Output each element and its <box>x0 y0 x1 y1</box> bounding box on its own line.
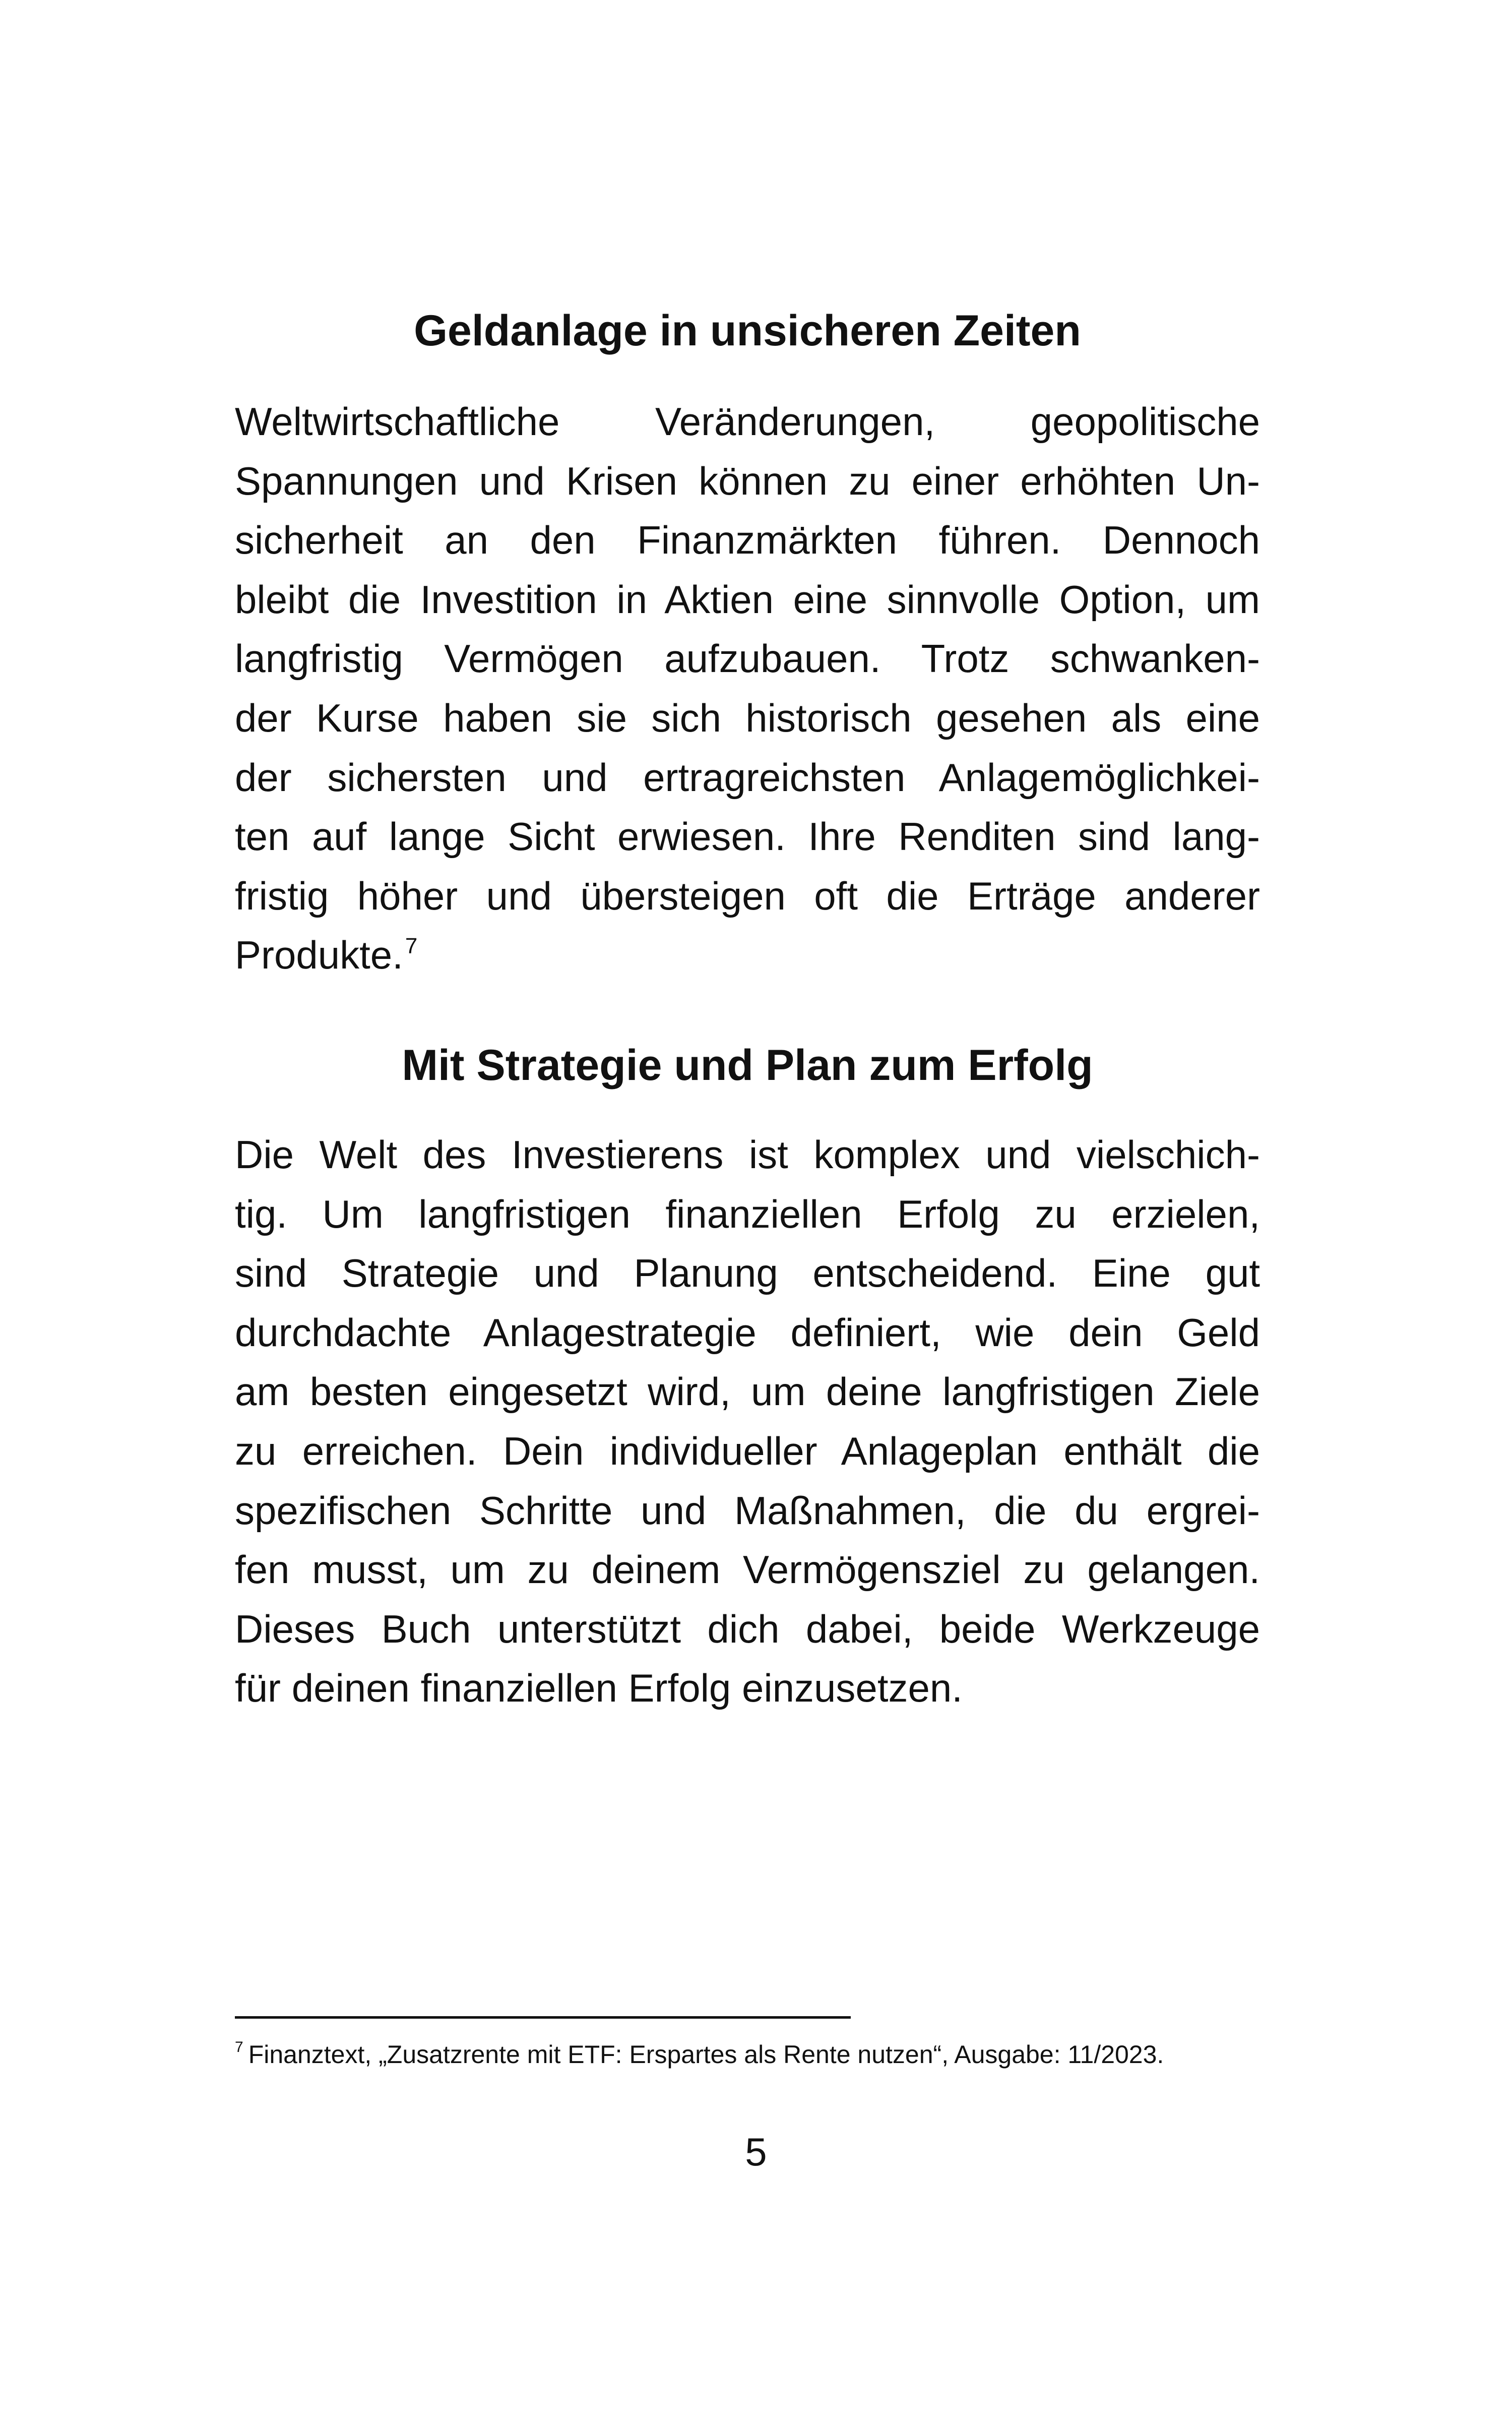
text-line: am besten eingesetzt wird, um deine langfristigen Ziele <box>235 1369 1260 1414</box>
section-heading-strategie: Mit Strategie und Plan zum Erfolg <box>402 1041 1093 1090</box>
text-line: durchdachte Anlagestrategie definiert, wie dein Geld <box>235 1310 1260 1355</box>
text-line: sicherheit an den Finanzmärkten führen. Dennoch <box>235 518 1260 563</box>
paragraph-strategie <box>235 1125 1260 1718</box>
text-line: der Kurse haben sie sich historisch gesehen als eine <box>235 695 1260 740</box>
text-line: fristig höher und übersteigen oft die Erträge anderer <box>235 873 1260 918</box>
text-line: ten auf lange Sicht erwiesen. Ihre Renditen sind lang- <box>235 814 1260 859</box>
footnote-marker: 7 <box>235 2039 243 2055</box>
paragraph-geldanlage <box>235 392 1260 985</box>
footnote <box>235 2039 1260 2070</box>
footnote-divider <box>235 2016 851 2019</box>
text-line: der sichersten und ertragreichsten Anlagemöglichkei- <box>235 755 1260 800</box>
text-line: fen musst, um zu deinem Vermögensziel zu gelangen. <box>235 1547 1260 1592</box>
text-line: zu erreichen. Dein individueller Anlageplan enthält die <box>235 1428 1260 1473</box>
text-line-last: für deinen finanziellen Erfolg einzusetzen. <box>235 1666 963 1711</box>
section-heading-geldanlage: Geldanlage in unsicheren Zeiten <box>414 307 1081 355</box>
text-line: tig. Um langfristigen finanziellen Erfolg zu erzielen, <box>235 1191 1260 1236</box>
text-line: bleibt die Investition in Aktien eine sinnvolle Option, um <box>235 577 1260 622</box>
text-line: sind Strategie und Planung entscheidend. Eine gut <box>235 1251 1260 1296</box>
text-line: Spannungen und Krisen können zu einer erhöhten Un- <box>235 458 1260 503</box>
text-line-content: Produkte. <box>235 933 403 978</box>
footnote-reference[interactable]: 7 <box>405 934 418 959</box>
page-number: 5 <box>745 2130 767 2174</box>
text-line: Die Welt des Investierens ist komplex und vielschich- <box>235 1132 1260 1177</box>
text-line: langfristig Vermögen aufzubauen. Trotz schwanken- <box>235 636 1260 681</box>
footnote-text: Finanztext, „Zusatzrente mit ETF: Erspartes als Rente nutzen“, Ausgabe: 11/2023. <box>248 2040 1164 2069</box>
text-line: spezifischen Schritte und Maßnahmen, die du ergrei- <box>235 1488 1260 1533</box>
text-line-last <box>235 926 1260 985</box>
text-line: Weltwirtschaftliche Veränderungen, geopolitische <box>235 399 1260 444</box>
text-line: Dieses Buch unterstützt dich dabei, beide Werkzeuge <box>235 1606 1260 1651</box>
